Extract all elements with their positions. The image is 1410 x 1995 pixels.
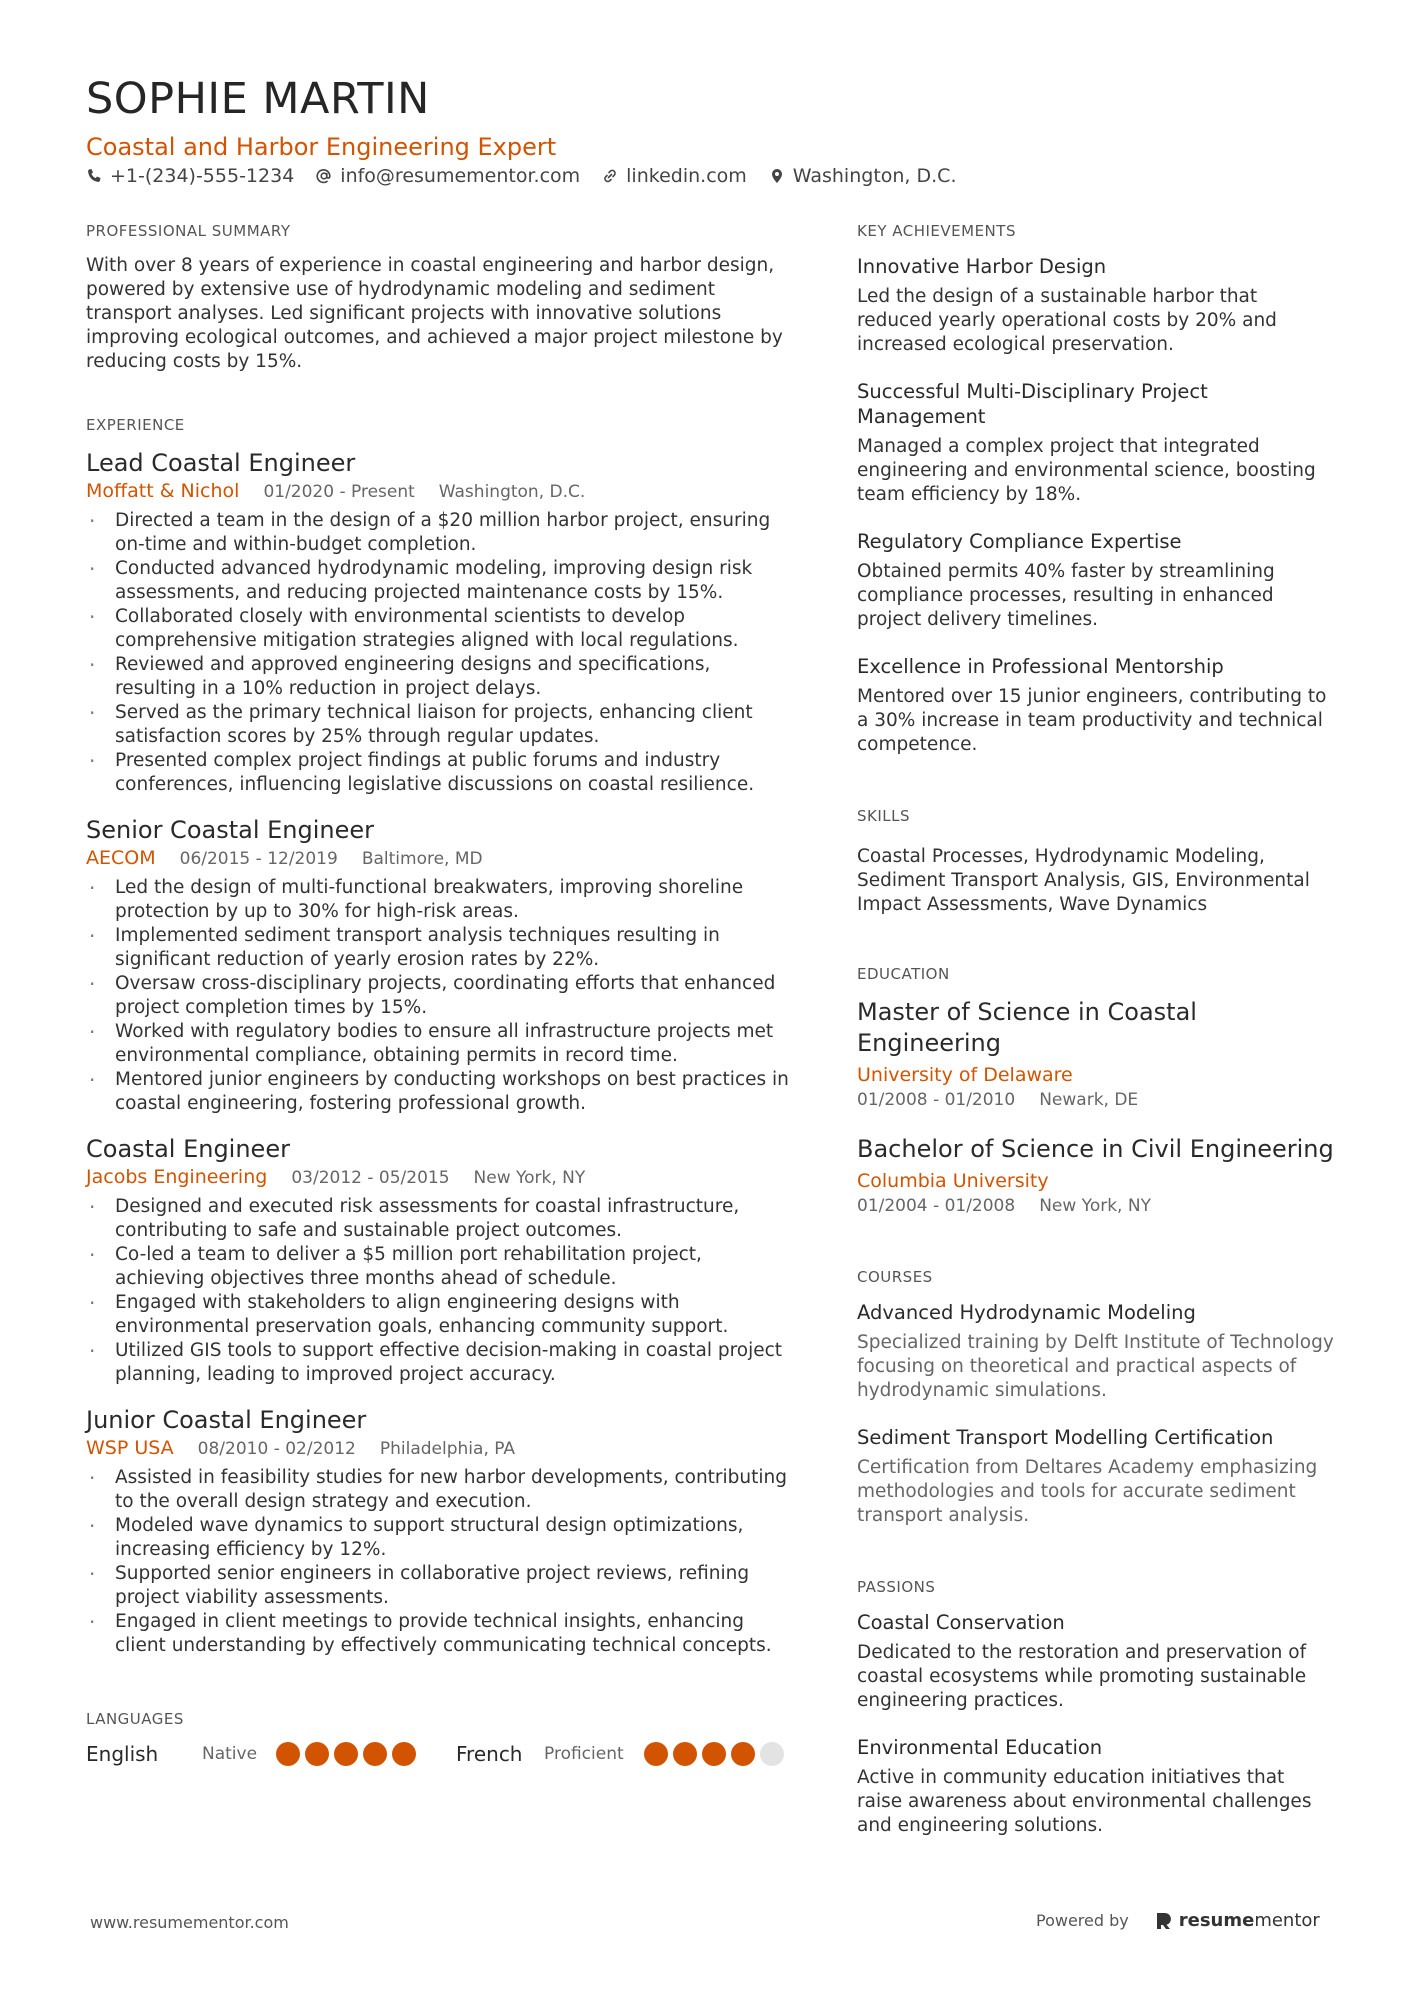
job-bullet: · Designed and executed risk assessments for coastal infrastructure, contributing to safe and sustainable project outcomes. [86,1195,796,1243]
brand-bold: resume [1178,1910,1255,1931]
job-bullet: · Engaged in client meetings to provide technical insights, enhancing client understanding by effectively communicating technical concepts. [86,1610,796,1658]
language-level: Proficient [544,1744,624,1764]
at-sign-icon [316,168,332,184]
passion-text: Active in community education initiatives that raise awareness about environmental challenges and engineering solutions. [857,1767,1312,1836]
rating-dot-filled [392,1742,416,1766]
rating-dot-filled [644,1742,668,1766]
achievement-text: Led the design of a sustainable harbor that reduced yearly operational costs by 20% and increased ecological preservation. [857,286,1277,355]
job-entry [86,1405,796,1658]
job-bullet: · Co-led a team to deliver a $5 million port rehabilitation project, achieving objectives three months ahead of schedule. [86,1243,796,1291]
passion-text: Dedicated to the restoration and preservation of coastal ecosystems while promoting sustainable engineering practices. [857,1642,1307,1711]
languages-list [86,1742,796,1766]
education-item [857,1134,1335,1218]
rating-dot-empty [760,1742,784,1766]
section-title-passions: PASSIONS [857,1578,936,1596]
job-bullets [86,509,796,797]
job-bullet: · Presented complex project findings at public forums and industry conferences, influencing legislative discussions on coastal resilience. [86,749,796,797]
education-location: New York, NY [1039,1196,1151,1216]
contact-email[interactable] [316,165,580,187]
job-bullets [86,1466,796,1658]
job-dates: 03/2012 - 05/2015 [291,1168,450,1188]
email-text: info@resumementor.com [340,165,581,187]
job-bullet: · Led the design of multi-functional breakwaters, improving shoreline protection by up to 30% for high-risk areas. [86,876,796,924]
rating-dot-filled [702,1742,726,1766]
job-dates: 06/2015 - 12/2019 [179,849,338,869]
achievement-item [857,654,1335,757]
skills-text: Coastal Processes, Hydrodynamic Modeling, Sediment Transport Analysis, GIS, Environmental Impact Assessments, Wave Dynamics [857,846,1310,915]
achievement-item [857,254,1335,357]
course-text: Certification from Deltares Academy emphasizing methodologies and tools for accurate sediment transport analysis. [857,1457,1318,1526]
job-entry [86,815,796,1116]
rating-dot-filled [305,1742,329,1766]
brand-logo[interactable] [1155,1910,1320,1931]
job-bullet: · Assisted in feasibility studies for new harbor developments, contributing to the overall design strategy and execution. [86,1466,796,1514]
course-title: Sediment Transport Modelling Certification [857,1426,1274,1449]
achievement-text: Obtained permits 40% faster by streamlining compliance processes, resulting in enhanced project delivery timelines. [857,561,1275,630]
candidate-name: SOPHIE MARTIN [86,74,430,124]
resumementor-logo-icon [1155,1911,1173,1931]
job-location: Washington, D.C. [438,482,586,502]
contact-linkedin[interactable] [602,165,747,187]
education-school: University of Delaware [857,1064,1073,1086]
job-location: Baltimore, MD [361,849,483,869]
job-bullets [86,876,796,1116]
language-name: French [456,1742,523,1766]
candidate-headline: Coastal and Harbor Engineering Expert [86,133,557,161]
education-school: Columbia University [857,1170,1049,1192]
passion-title: Coastal Conservation [857,1611,1065,1634]
location-pin-icon [769,168,785,184]
link-icon [602,168,618,184]
job-bullet: · Directed a team in the design of a $20 million harbor project, ensuring on-time and within-budget completion. [86,509,796,557]
job-company: Jacobs Engineering [86,1166,268,1188]
job-location: New York, NY [473,1168,586,1188]
achievement-title: Innovative Harbor Design [857,255,1107,278]
job-bullet: · Collaborated closely with environmental scientists to develop comprehensive mitigation strategies aligned with local regulations. [86,605,796,653]
achievement-title: Regulatory Compliance Expertise [857,530,1182,553]
section-title-courses: COURSES [857,1268,933,1286]
section-title-languages: LANGUAGES [86,1710,184,1728]
achievement-title: Successful Multi-Disciplinary Project Management [857,380,1208,428]
course-item [857,1300,1335,1403]
rating-dot-filled [673,1742,697,1766]
job-bullets [86,1195,796,1387]
language-rating [276,1742,416,1766]
job-meta [86,1435,796,1462]
job-location: Philadelphia, PA [379,1439,516,1459]
section-title-achievements: KEY ACHIEVEMENTS [857,222,1016,240]
left-column [86,222,796,1766]
achievement-text: Managed a complex project that integrated engineering and environmental science, boosting team efficiency by 18%. [857,436,1316,505]
location-text: Washington, D.C. [792,165,957,187]
job-company: AECOM [86,847,156,869]
right-column [857,222,1335,1860]
passion-item [857,1610,1335,1713]
education-degree: Bachelor of Science in Civil Engineering [857,1135,1334,1163]
contact-phone [86,165,294,187]
language-rating [644,1742,784,1766]
education-item [857,997,1335,1112]
job-meta [86,478,796,505]
job-bullet: · Reviewed and approved engineering designs and specifications, resulting in a 10% reduction in project delays. [86,653,796,701]
footer-website[interactable]: www.resumementor.com [90,1913,289,1932]
achievement-item [857,529,1335,632]
job-bullet: · Mentored junior engineers by conducting workshops on best practices in coastal engineering, fostering professional growth. [86,1068,796,1116]
job-bullet: · Worked with regulatory bodies to ensure all infrastructure projects met environmental compliance, obtaining permits in record time. [86,1020,796,1068]
education-meta [857,1088,1335,1112]
brand-rest: mentor [1254,1910,1320,1931]
job-meta [86,845,796,872]
section-title-experience: EXPERIENCE [86,416,185,434]
course-title: Advanced Hydrodynamic Modeling [857,1301,1196,1324]
job-dates: 01/2020 - Present [263,482,415,502]
rating-dot-filled [731,1742,755,1766]
powered-by-label: Powered by [1036,1911,1129,1930]
job-entry [86,1134,796,1387]
education-location: Newark, DE [1039,1090,1139,1110]
section-title-summary: PROFESSIONAL SUMMARY [86,222,291,240]
job-title: Coastal Engineer [86,1135,290,1163]
job-bullet: · Utilized GIS tools to support effective decision-making in coastal project planning, leading to improved project accuracy. [86,1339,796,1387]
education-dates: 01/2008 - 01/2010 [857,1090,1016,1110]
footer-powered [1036,1910,1320,1931]
language-level: Native [202,1744,258,1764]
job-company: WSP USA [86,1437,174,1459]
job-title: Junior Coastal Engineer [86,1406,367,1434]
passion-title: Environmental Education [857,1736,1103,1759]
job-bullet: · Engaged with stakeholders to align engineering designs with environmental preservation goals, enhancing community support. [86,1291,796,1339]
phone-icon [86,168,102,184]
job-bullet: · Served as the primary technical liaison for projects, enhancing client satisfaction scores by 25% through regular updates. [86,701,796,749]
language-item [86,1742,416,1766]
section-title-education: EDUCATION [857,965,950,983]
rating-dot-filled [334,1742,358,1766]
course-item [857,1425,1335,1528]
education-meta [857,1194,1335,1218]
passion-item [857,1735,1335,1838]
job-bullet: · Implemented sediment transport analysis techniques resulting in significant reduction of yearly erosion rates by 22%. [86,924,796,972]
language-item [456,1742,784,1766]
achievement-item [857,379,1335,507]
job-bullet: · Supported senior engineers in collaborative project reviews, refining project viability assessments. [86,1562,796,1610]
section-title-skills: SKILLS [857,807,911,825]
achievement-title: Excellence in Professional Mentorship [857,655,1224,678]
job-meta [86,1164,796,1191]
education-degree: Master of Science in Coastal Engineering [857,998,1197,1057]
job-title: Lead Coastal Engineer [86,449,356,477]
education-dates: 01/2004 - 01/2008 [857,1196,1016,1216]
job-title: Senior Coastal Engineer [86,816,375,844]
contact-location [769,165,957,187]
phone-text: +1-(234)-555-1234 [110,165,295,187]
summary-text: With over 8 years of experience in coastal engineering and harbor design, powered by extensive use of hydrodynamic modeling and sediment transport analyses. Led significant projects with innovative solutions improving ecological outcomes, and achieved a major project milestone by reducing costs by 15%. [86,255,783,372]
achievement-text: Mentored over 15 junior engineers, contributing to a 30% increase in team productivity and technical competence. [857,686,1327,755]
job-entry [86,448,796,797]
job-bullet: · Conducted advanced hydrodynamic modeling, improving design risk assessments, and reducing projected maintenance costs by 15%. [86,557,796,605]
job-bullet: · Oversaw cross-disciplinary projects, coordinating efforts that enhanced project completion times by 15%. [86,972,796,1020]
course-text: Specialized training by Delft Institute of Technology focusing on theoretical and practical aspects of hydrodynamic simulations. [857,1332,1334,1401]
job-bullet: · Modeled wave dynamics to support structural design optimizations, increasing efficiency by 12%. [86,1514,796,1562]
linkedin-text: linkedin.com [626,165,747,187]
job-dates: 08/2010 - 02/2012 [197,1439,356,1459]
contact-bar [86,165,957,187]
rating-dot-filled [276,1742,300,1766]
language-name: English [86,1742,159,1766]
rating-dot-filled [363,1742,387,1766]
job-company: Moffatt & Nichol [86,480,240,502]
